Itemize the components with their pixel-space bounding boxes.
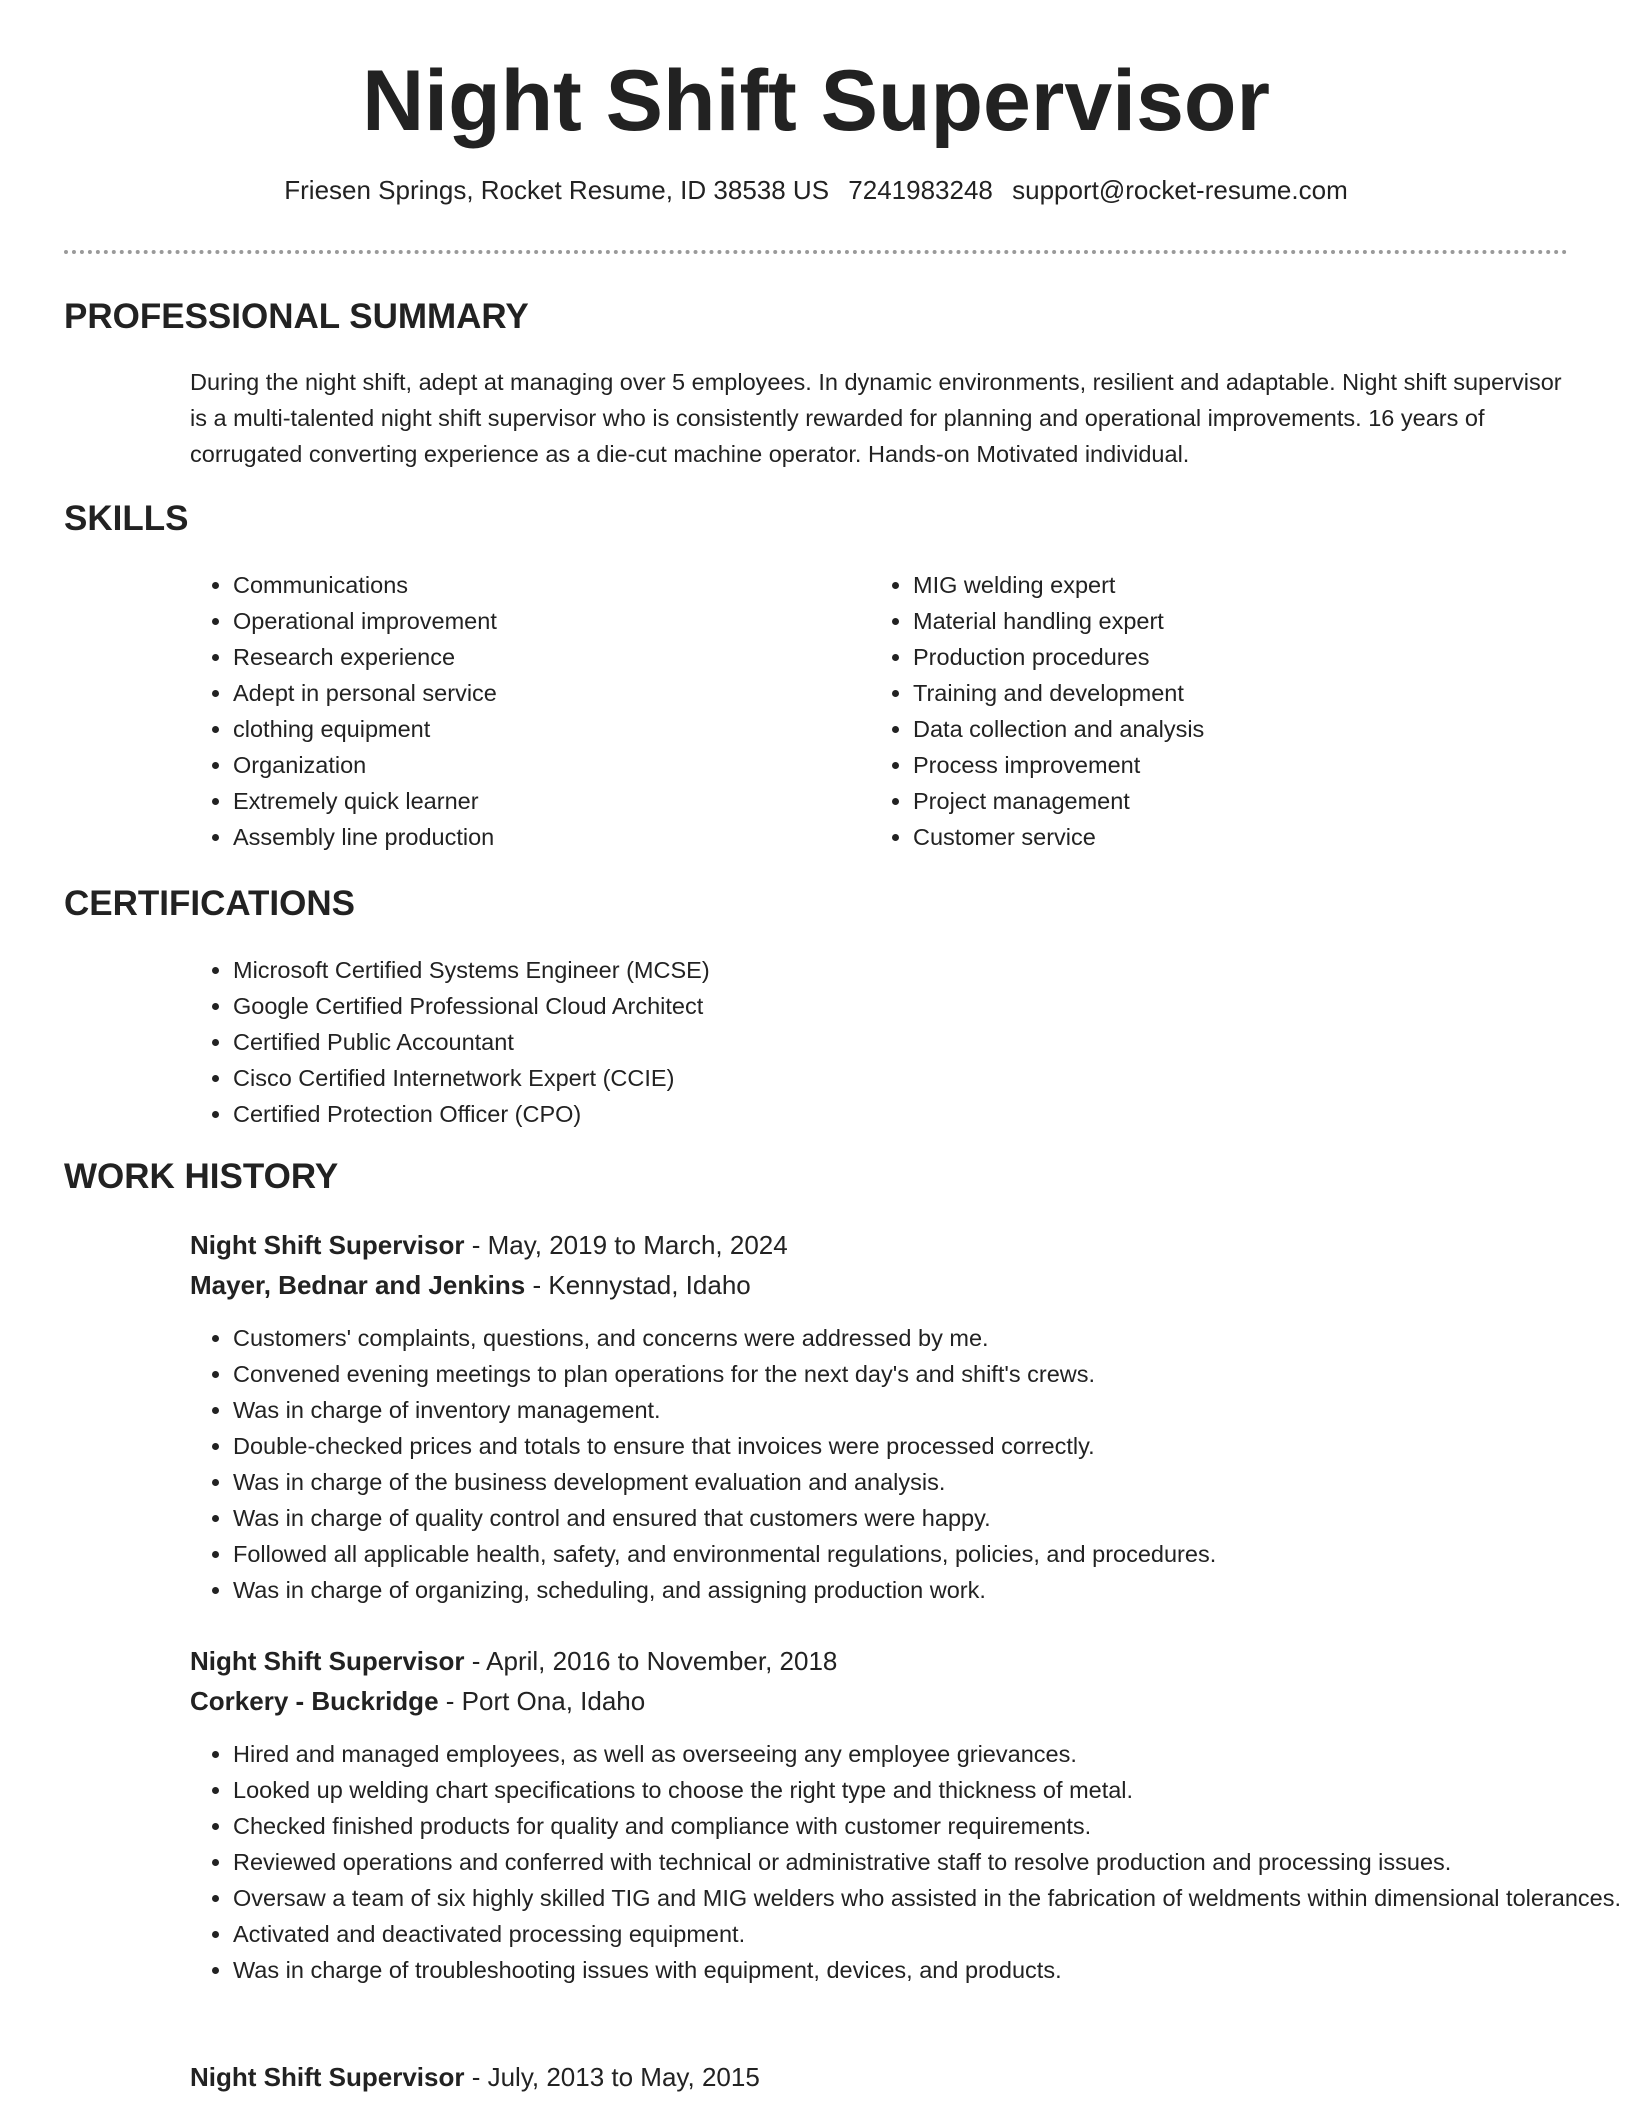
skill-item: • Communications bbox=[233, 567, 833, 603]
skill-item: • clothing equipment bbox=[233, 711, 833, 747]
job-title-line bbox=[190, 1226, 788, 1264]
job-role: Night Shift Supervisor bbox=[190, 2062, 465, 2092]
skill-item: • Data collection and analysis bbox=[913, 711, 1513, 747]
job-duty-item: • Was in charge of quality control and ensured that customers were happy. bbox=[233, 1500, 1623, 1536]
skill-item: • Material handling expert bbox=[913, 603, 1513, 639]
certification-item: • Microsoft Certified Systems Engineer (MCSE) bbox=[233, 952, 1533, 988]
job-duty-item: • Oversaw a team of six highly skilled TIG and MIG welders who assisted in the fabrication of weldments within dimensional tolerances. bbox=[233, 1880, 1623, 1916]
job-dates: - May, 2019 to March, 2024 bbox=[471, 1230, 788, 1260]
certification-item: • Certified Protection Officer (CPO) bbox=[233, 1096, 1533, 1132]
candidate-name: Night Shift Supervisor bbox=[362, 53, 1270, 149]
summary-heading: PROFESSIONAL SUMMARY bbox=[64, 297, 529, 336]
skills-heading: SKILLS bbox=[64, 499, 189, 538]
job-duty-item: • Hired and managed employees, as well as overseeing any employee grievances. bbox=[233, 1736, 1623, 1772]
skill-item: • Organization bbox=[233, 747, 833, 783]
job-role: Night Shift Supervisor bbox=[190, 1646, 465, 1676]
job-duties-list bbox=[190, 1320, 1623, 1608]
skill-item: • Assembly line production bbox=[233, 819, 833, 855]
skill-item: • Project management bbox=[913, 783, 1513, 819]
job-duties-list bbox=[190, 1736, 1623, 1988]
skills-list-left bbox=[190, 567, 833, 855]
contact-email: support@rocket-resume.com bbox=[1012, 175, 1348, 206]
skill-item: • MIG welding expert bbox=[913, 567, 1513, 603]
job-duty-item: • Reviewed operations and conferred with technical or administrative staff to resolve production and processing issues. bbox=[233, 1844, 1623, 1880]
contact-phone: 7241983248 bbox=[848, 175, 993, 206]
header-divider bbox=[64, 250, 1568, 254]
job-duty-item: • Convened evening meetings to plan operations for the next day's and shift's crews. bbox=[233, 1356, 1623, 1392]
skill-item: • Adept in personal service bbox=[233, 675, 833, 711]
skill-item: • Customer service bbox=[913, 819, 1513, 855]
contact-address: Friesen Springs, Rocket Resume, ID 38538 US bbox=[284, 175, 830, 206]
job-location: - Port Ona, Idaho bbox=[445, 1686, 646, 1716]
job-duty-item: • Activated and deactivated processing equipment. bbox=[233, 1916, 1623, 1952]
work-history-heading: WORK HISTORY bbox=[64, 1157, 339, 1196]
skill-item: • Operational improvement bbox=[233, 603, 833, 639]
job-company: Corkery - Buckridge bbox=[190, 1686, 439, 1716]
job-location: - Kennystad, Idaho bbox=[532, 1270, 751, 1300]
job-dates: - April, 2016 to November, 2018 bbox=[471, 1646, 838, 1676]
job-title-line bbox=[190, 1642, 837, 1680]
contact-line bbox=[0, 175, 1632, 206]
job-company-line bbox=[190, 1266, 751, 1304]
job-duty-item: • Looked up welding chart specifications to choose the right type and thickness of metal. bbox=[233, 1772, 1623, 1808]
job-role: Night Shift Supervisor bbox=[190, 1230, 465, 1260]
skill-item: • Production procedures bbox=[913, 639, 1513, 675]
certification-item: • Cisco Certified Internetwork Expert (CCIE) bbox=[233, 1060, 1533, 1096]
skill-item: • Process improvement bbox=[913, 747, 1513, 783]
resume-header bbox=[0, 50, 1632, 206]
job-dates: - July, 2013 to May, 2015 bbox=[471, 2062, 760, 2092]
certification-item: • Certified Public Accountant bbox=[233, 1024, 1533, 1060]
job-duty-item: • Customers' complaints, questions, and concerns were addressed by me. bbox=[233, 1320, 1623, 1356]
job-company: Mayer, Bednar and Jenkins bbox=[190, 1270, 526, 1300]
job-duty-item: • Was in charge of organizing, scheduling, and assigning production work. bbox=[233, 1572, 1623, 1608]
job-duty-item: • Double-checked prices and totals to ensure that invoices were processed correctly. bbox=[233, 1428, 1623, 1464]
job-duty-item: • Was in charge of troubleshooting issues with equipment, devices, and products. bbox=[233, 1952, 1623, 1988]
summary-text: During the night shift, adept at managing over 5 employees. In dynamic environments, resilient and adaptable. Night shift supervisor is a multi-talented night shift supervisor who is consistently rewarded for planning and operational improvements. 16 years of corrugated converting experience as a die-cut machine operator. Hands-on Motivated individual. bbox=[190, 369, 1562, 467]
skill-item: • Training and development bbox=[913, 675, 1513, 711]
certifications-list bbox=[190, 952, 1533, 1132]
skill-item: • Extremely quick learner bbox=[233, 783, 833, 819]
certifications-heading: CERTIFICATIONS bbox=[64, 884, 356, 923]
job-company-line bbox=[190, 1682, 645, 1720]
certification-item: • Google Certified Professional Cloud Architect bbox=[233, 988, 1533, 1024]
skills-list-right bbox=[870, 567, 1513, 855]
job-duty-item: • Followed all applicable health, safety, and environmental regulations, policies, and procedures. bbox=[233, 1536, 1623, 1572]
job-duty-item: • Was in charge of inventory management. bbox=[233, 1392, 1623, 1428]
job-duty-item: • Checked finished products for quality and compliance with customer requirements. bbox=[233, 1808, 1623, 1844]
skill-item: • Research experience bbox=[233, 639, 833, 675]
job-title-line bbox=[190, 2058, 760, 2096]
job-duty-item: • Was in charge of the business development evaluation and analysis. bbox=[233, 1464, 1623, 1500]
